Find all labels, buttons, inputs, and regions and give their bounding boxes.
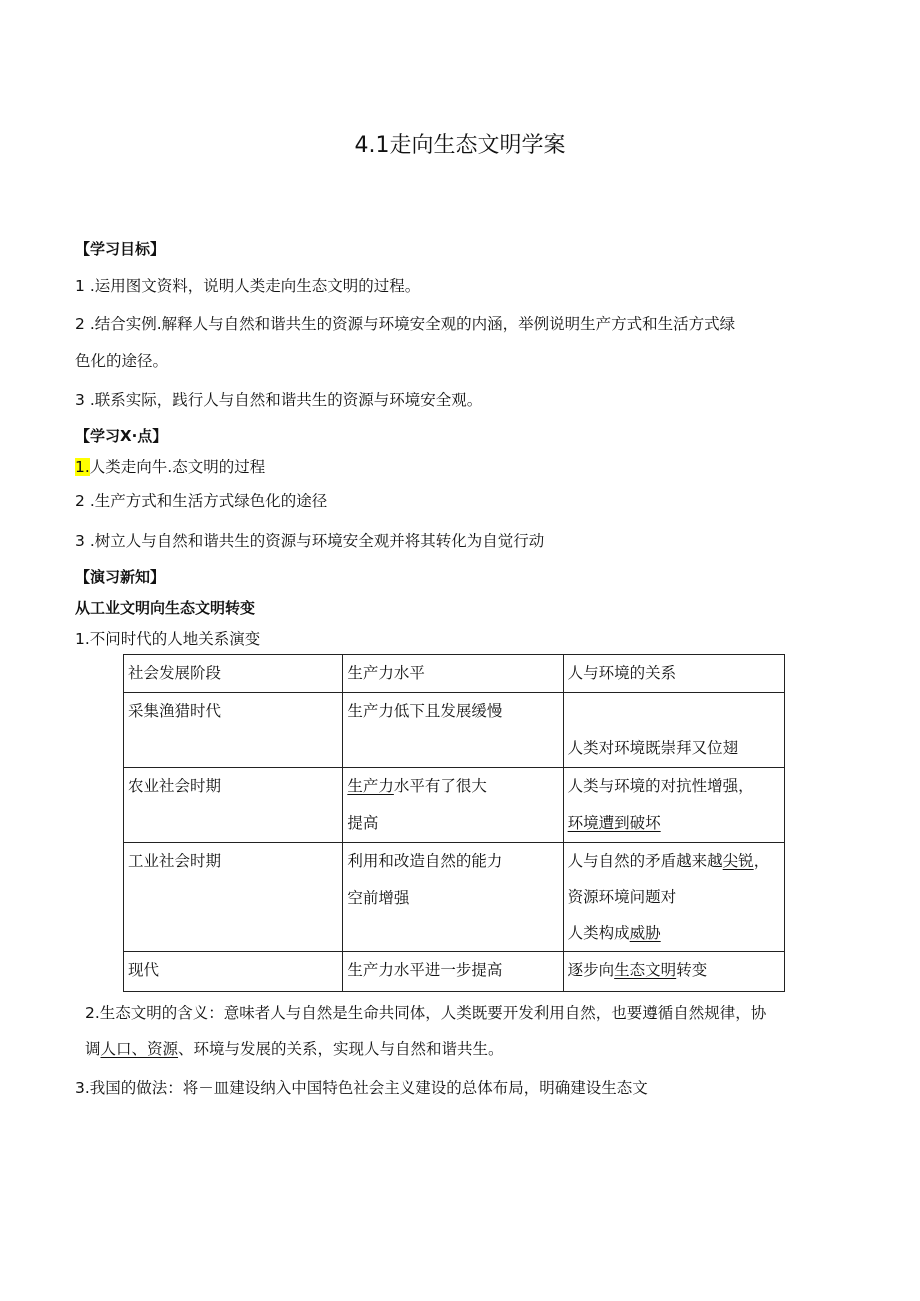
objective-item-3: [75, 388, 482, 410]
keypoint-num: 3: [75, 532, 85, 550]
objective-num: 3: [75, 391, 85, 409]
objective-text: .结合实例.解释人与自然和谐共生的资源与环境安全观的内涵，举例说明生产方式和生活方式绿: [89, 315, 736, 333]
table-cell: [563, 843, 784, 952]
table-cell: [343, 768, 563, 843]
keypoint-item-1: [75, 455, 265, 477]
keypoint-text: 人类走向牛.态文明的过程: [89, 458, 266, 476]
table-row: [124, 768, 785, 843]
table-row: [124, 843, 785, 952]
table-row: [124, 952, 785, 992]
table-cell: [563, 952, 784, 992]
item-2-line-2: [85, 1037, 504, 1059]
cell-text: 人与自然的矛盾越来越: [567, 852, 723, 870]
cell-text: 人类构成: [567, 924, 630, 942]
table-header: 人与环境的关系: [563, 655, 784, 693]
table-cell: 生产力水平进一步提高: [343, 952, 563, 992]
objective-item-2-cont: 色化的途径。: [75, 352, 169, 370]
objective-text: .运用图文资料，说明人类走向生态文明的过程。: [89, 277, 421, 295]
cell-text: 转变: [676, 961, 708, 979]
objective-item-2: [75, 312, 735, 334]
cell-text: 人类与环境的对抗性增强，: [567, 777, 754, 795]
item-1-text: 1.不问时代的人地关系演变: [75, 630, 261, 648]
cell-text: 资源环境问题对: [567, 888, 677, 906]
keypoints-heading: 【学习X·点】: [75, 427, 168, 445]
keypoint-num: 2: [75, 492, 85, 510]
table-header: 社会发展阶段: [124, 655, 343, 693]
table-cell: [563, 768, 784, 843]
item-2-line-1: 2.生态文明的含义：意味者人与自然是生命共同体，人类既要开发利用自然，也要遵循自然规律，协: [85, 1004, 767, 1022]
keypoint-num-highlight: 1.: [75, 458, 90, 476]
section-subheading: 从工业文明向生态文明转变: [75, 599, 256, 617]
cell-text: 提高: [347, 814, 379, 832]
underlined-text: 生产力: [347, 777, 394, 795]
table-cell: 人类对环境既崇拜又位翅: [563, 693, 784, 768]
page-title: 4.1走向生态文明学案: [354, 133, 566, 158]
keypoint-item-2: [75, 489, 327, 511]
cell-text: 逐步向: [567, 961, 615, 979]
table-header-row: [124, 655, 785, 693]
objective-text: .联系实际，践行人与自然和谐共生的资源与环境安全观。: [89, 391, 483, 409]
table-cell: 工业社会时期: [124, 843, 343, 952]
cell-text: 空前增强: [347, 889, 410, 907]
table-cell: 生产力低下且发展缓慢: [343, 693, 563, 768]
keypoint-item-3: [75, 529, 544, 551]
underlined-text: 威胁: [629, 924, 661, 942]
cell-text: ，: [753, 852, 770, 870]
table-cell: 采集渔猎时代: [124, 693, 343, 768]
cell-text: 水平有了很大: [393, 777, 487, 795]
underlined-text: 环境遭到破坏: [567, 814, 661, 832]
item-3-text: 3.我国的做法：将－皿建设纳入中国特色社会主义建设的总体布局，明确建设生态文: [75, 1079, 648, 1097]
objective-num: 2: [75, 315, 85, 333]
table-cell: [343, 843, 563, 952]
cell-text: 调: [85, 1040, 101, 1058]
objective-item-1: [75, 274, 420, 296]
relationship-table: [123, 654, 785, 992]
table-cell: 农业社会时期: [124, 768, 343, 843]
new-knowledge-heading: 【演习新知】: [75, 568, 166, 586]
underlined-text: 尖锐: [722, 852, 754, 870]
objective-num: 1: [75, 277, 85, 295]
table-cell: 现代: [124, 952, 343, 992]
underlined-text: 生态文明: [614, 961, 677, 979]
table-header: 生产力水平: [343, 655, 563, 693]
underlined-text: 人口、资源: [100, 1040, 179, 1058]
cell-text: 、环境与发展的关系，实现人与自然和谐共生。: [178, 1040, 504, 1058]
table-row: [124, 693, 785, 768]
keypoint-text: .生产方式和生活方式绿色化的途径: [89, 492, 328, 510]
keypoint-text: .树立人与自然和谐共生的资源与环境安全观并将其转化为自觉行动: [89, 532, 545, 550]
cell-text: 利用和改造自然的能力: [347, 852, 503, 870]
objectives-heading: 【学习目标】: [75, 240, 166, 258]
